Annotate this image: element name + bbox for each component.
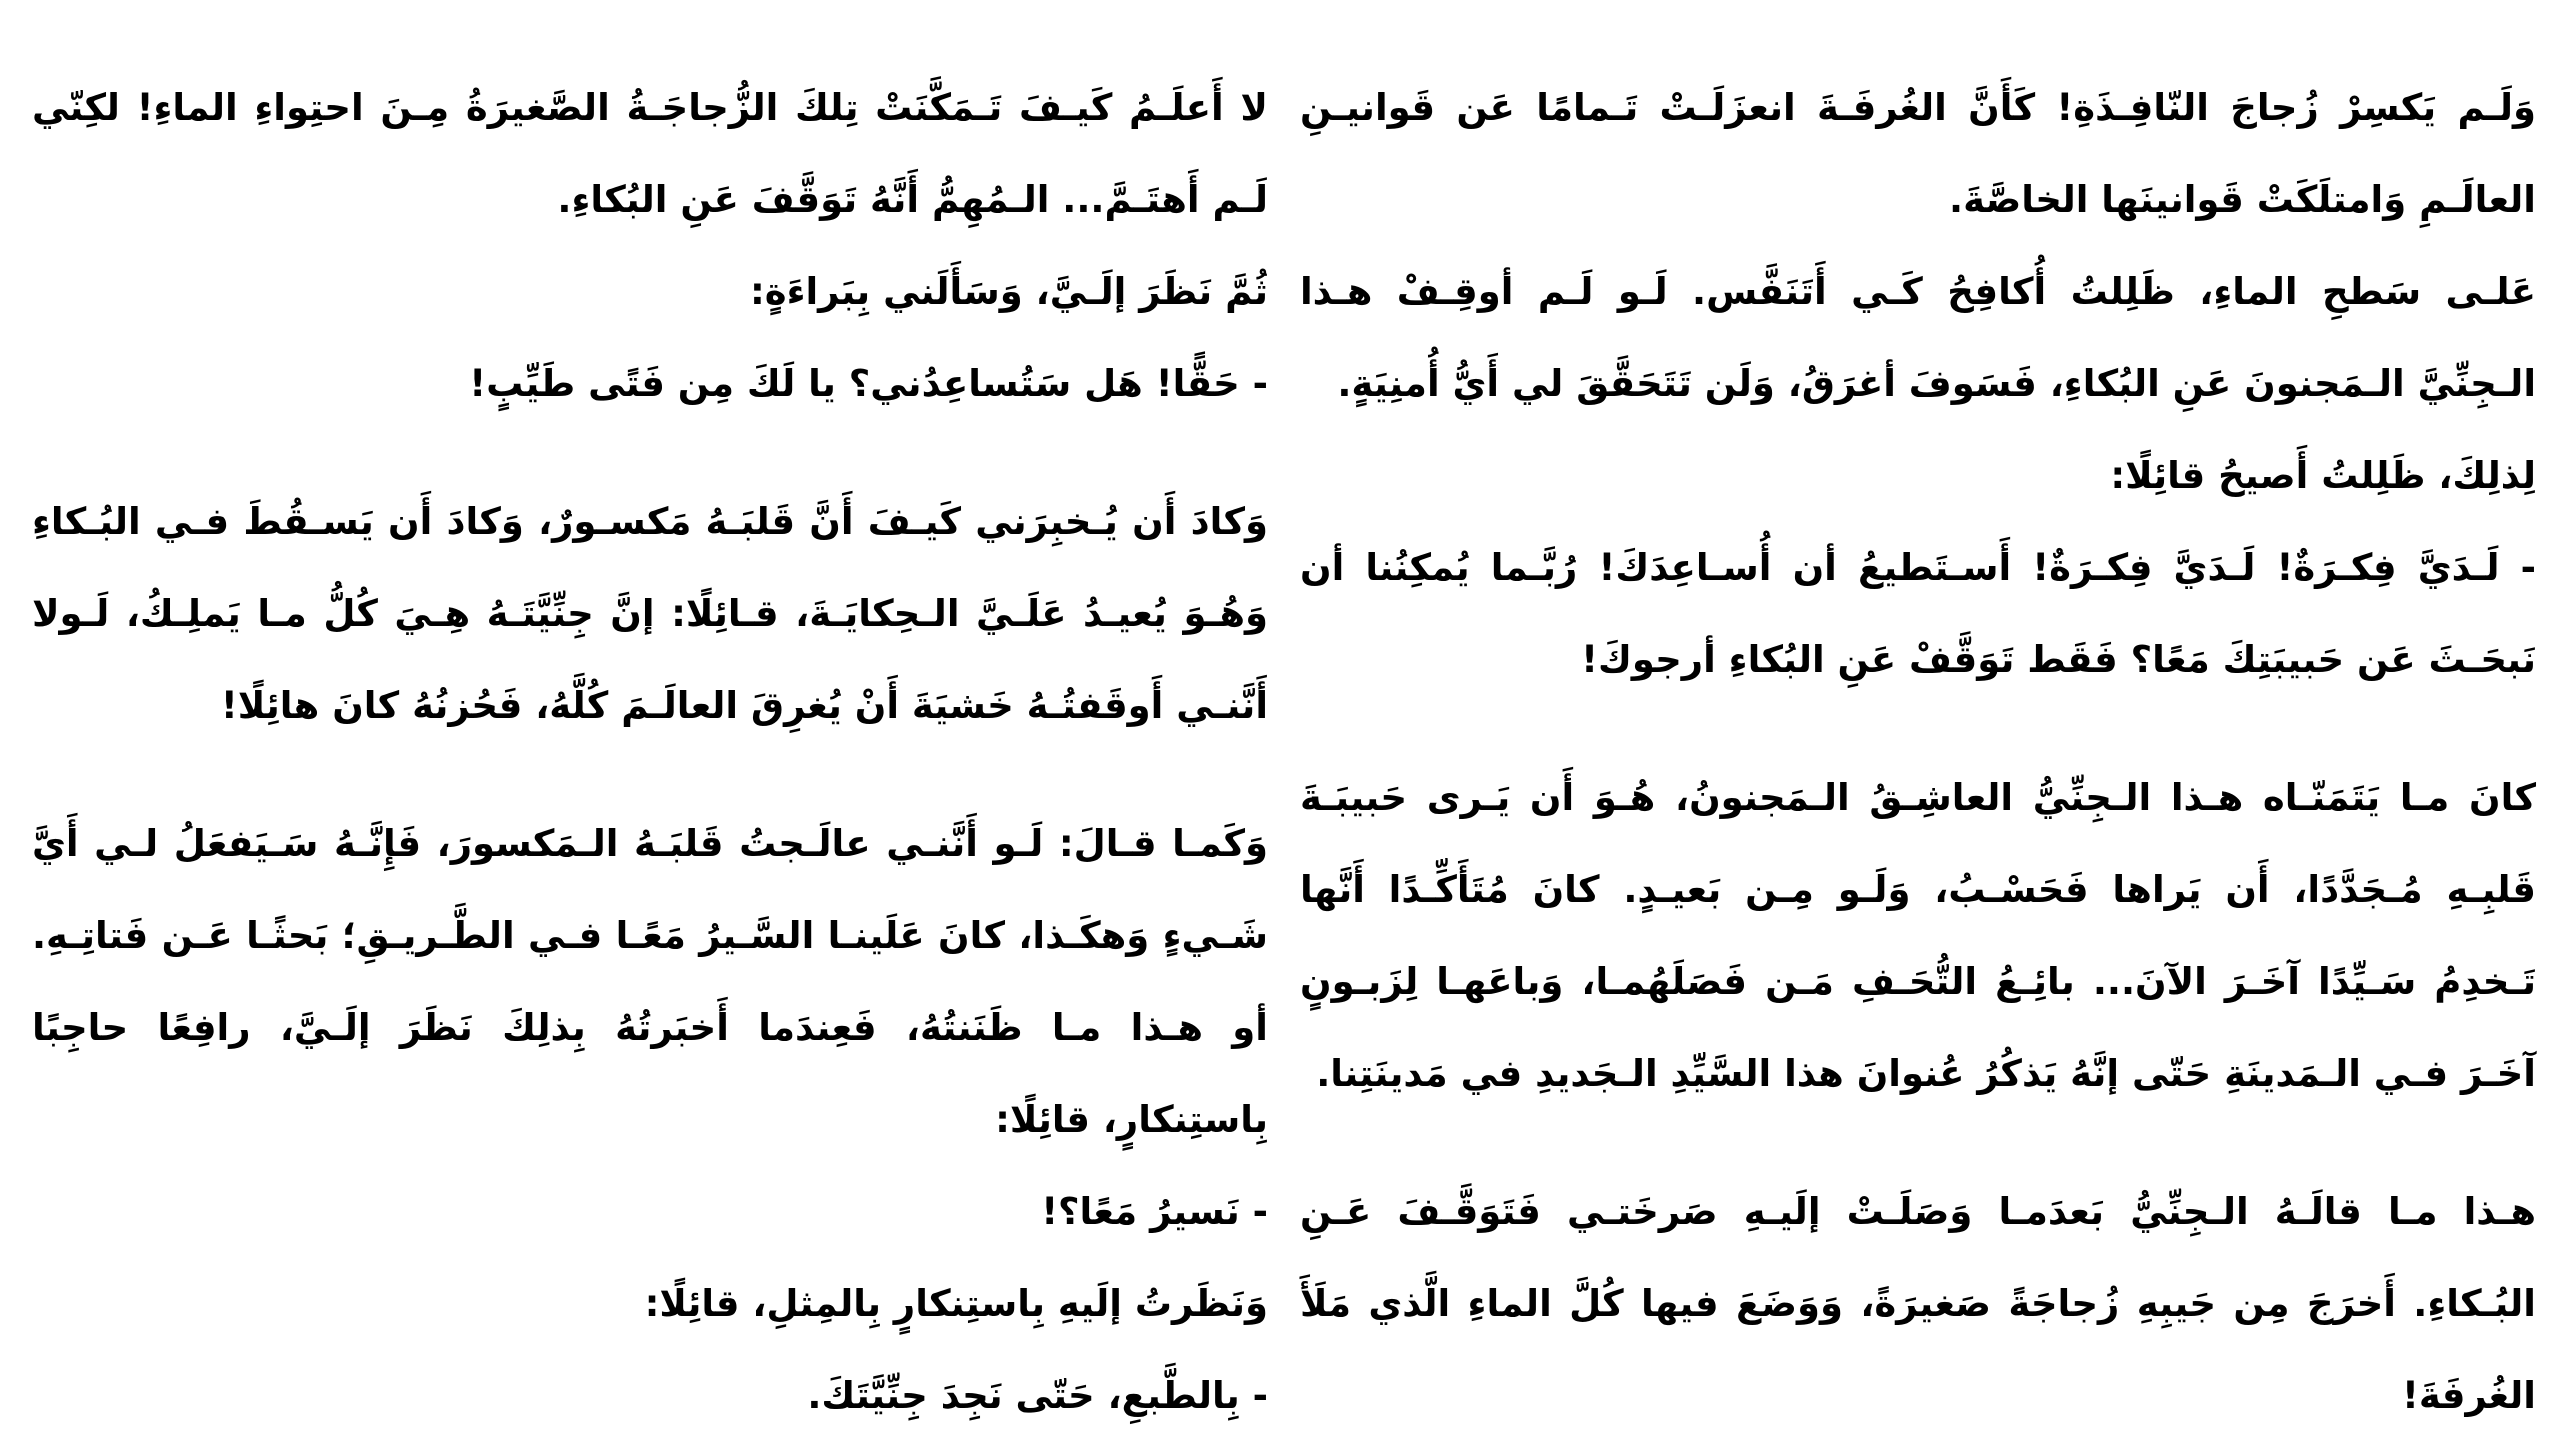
dialogue-line: - نَسيرُ مَعًا؟! — [1041, 1190, 1268, 1233]
dialogue-line: - حَقًّا! هَل سَتُساعِدُني؟ يا لَكَ مِن فَتًى طَيِّبٍ! — [469, 362, 1268, 405]
paragraph-gap — [1300, 1120, 2536, 1166]
paragraph: وَلَـم يَكسِرْ زُجاجَ النّافِـذَةِ! كَأَنَّ الغُرفَـةَ انعزَلَـتْ تَـمامًا عَن قَوانيـنِ العالَـمِ وَامتلَكَتْ قَوانينَها الخاصَّةَ. — [1300, 86, 2536, 221]
paragraph: وَنَظَرتُ إلَيهِ بِاستِنكارٍ بِالمِثلِ، قائِلًا: — [644, 1282, 1268, 1325]
left-page — [32, 62, 1268, 1442]
paragraph: وَكَمـا قـالَ: لَـو أَنَّنـي عالَـجتُ قَلبَـهُ الـمَكسورَ، فَإِنَّـهُ سَـيَفعَلُ لـي أَيَّ شَـيءٍ وَهكَـذا، كانَ عَلَينـا السَّـيرُ مَعًـا فـي الطَّـريـقِ؛ بَحثًـا عَـن فَتاتِـهِ. أو هـذا مـا ظَنَنتُهُ، فَعِندَما أَخبَرتُهُ بِذلِكَ نَظَرَ إلَـيَّ، رافِعًا حاجِبًا بِاستِنكارٍ، قائِلًا: — [32, 822, 1268, 1141]
paragraph: لِذلِكَ، ظَلِلتُ أَصيحُ قائِلًا: — [2110, 454, 2536, 497]
paragraph-gap — [1300, 706, 2536, 752]
right-page — [1300, 62, 2536, 1442]
paragraph: وَكادَ أَن يُـخبِرَني كَيـفَ أَنَّ قَلبَـهُ مَكسـورٌ، وَكادَ أَن يَسـقُطَ فـي البُـكاءِ وَهُـوَ يُعيـدُ عَلَـيَّ الـحِكايَـةَ، قـائِلًا: إنَّ جِنِّيَّتَـهُ هِـيَ كُلُّ مـا يَملِـكُ، لَـولا أَنَّنـي أَوقَفتُـهُ خَشيَةَ أَنْ يُغرِقَ العالَـمَ كُلَّهُ، فَحُزنُهُ كانَ هائِلًا! — [32, 500, 1268, 727]
paragraph: لا أَعلَـمُ كَيـفَ تَـمَكَّنَتْ تِلكَ الزُّجاجَـةُ الصَّغيرَةُ مِـنَ احتِواءِ الماءِ! لكِنّي لَـم أَهتَـمَّ... الـمُهِمُّ أَنَّهُ تَوَقَّفَ عَنِ البُكاءِ. — [32, 86, 1268, 221]
paragraph-gap — [32, 752, 1268, 798]
paragraph-gap — [32, 430, 1268, 476]
paragraph: كانَ مـا يَتَمَنّـاه هـذا الـجِنِّيُّ العاشِـقُ الـمَجنونُ، هُـوَ أَن يَـرى حَبيبَـةَ قَلبِـهِ مُـجَدَّدًا، أَن يَراها فَحَسْـبُ، وَلَـو مِـن بَعيـدٍ. كانَ مُتَأَكِّـدًا أَنَّها تَـخدِمُ سَـيِّدًا آخَـرَ الآنَ... بائِـعُ التُّحَـفِ مَـن فَصَلَهُمـا، وَباعَهـا لِزَبـونٍ آخَـرَ فـي الـمَدينَةِ حَتّى إنَّهُ يَذكُرُ عُنوانَ هذا السَّيِّدِ الـجَديدِ في مَدينَتِنا. — [1300, 776, 2536, 1095]
paragraph: هـذا مـا قالَـهُ الـجِنِّيُّ بَعدَمـا وَصَلَـتْ إلَيـهِ صَرخَتـي فَتَوَقَّـفَ عَـنِ البُـكاءِ. أَخرَجَ مِن جَيبِهِ زُجاجَةً صَغيرَةً، وَوَضَعَ فيها كُلَّ الماءِ الَّذي مَلَأَ الغُرفَةَ! — [1300, 1190, 2536, 1417]
paragraph: ثُمَّ نَظَرَ إلَـيَّ، وَسَأَلَني بِبَراءَةٍ: — [749, 270, 1268, 313]
paragraph: عَلـى سَطحِ الماءِ، ظَلِلتُ أُكافِحُ كَـي أَتَنَفَّس. لَـو لَـم أوقِـفْ هـذا الـجِنِّيَّ الـمَجنونَ عَنِ البُكاءِ، فَسَوفَ أغرَقُ، وَلَن تَتَحَقَّقَ لي أَيُّ أُمنِيَةٍ. — [1300, 270, 2536, 405]
dialogue-line: - بِالطَّبعِ، حَتّى نَجِدَ جِنِّيَّتَكَ. — [807, 1374, 1268, 1417]
dialogue-line: - لَـدَيَّ فِكـرَةٌ! لَـدَيَّ فِكـرَةٌ! أَسـتَطيعُ أن أُسـاعِدَكَ! رُبَّـما يُمكِنُنا أن نَبحَـثَ عَن حَبيبَتِكَ مَعًا؟ فَقَط تَوَقَّفْ عَنِ البُكاءِ أرجوكَ! — [1300, 546, 2536, 681]
